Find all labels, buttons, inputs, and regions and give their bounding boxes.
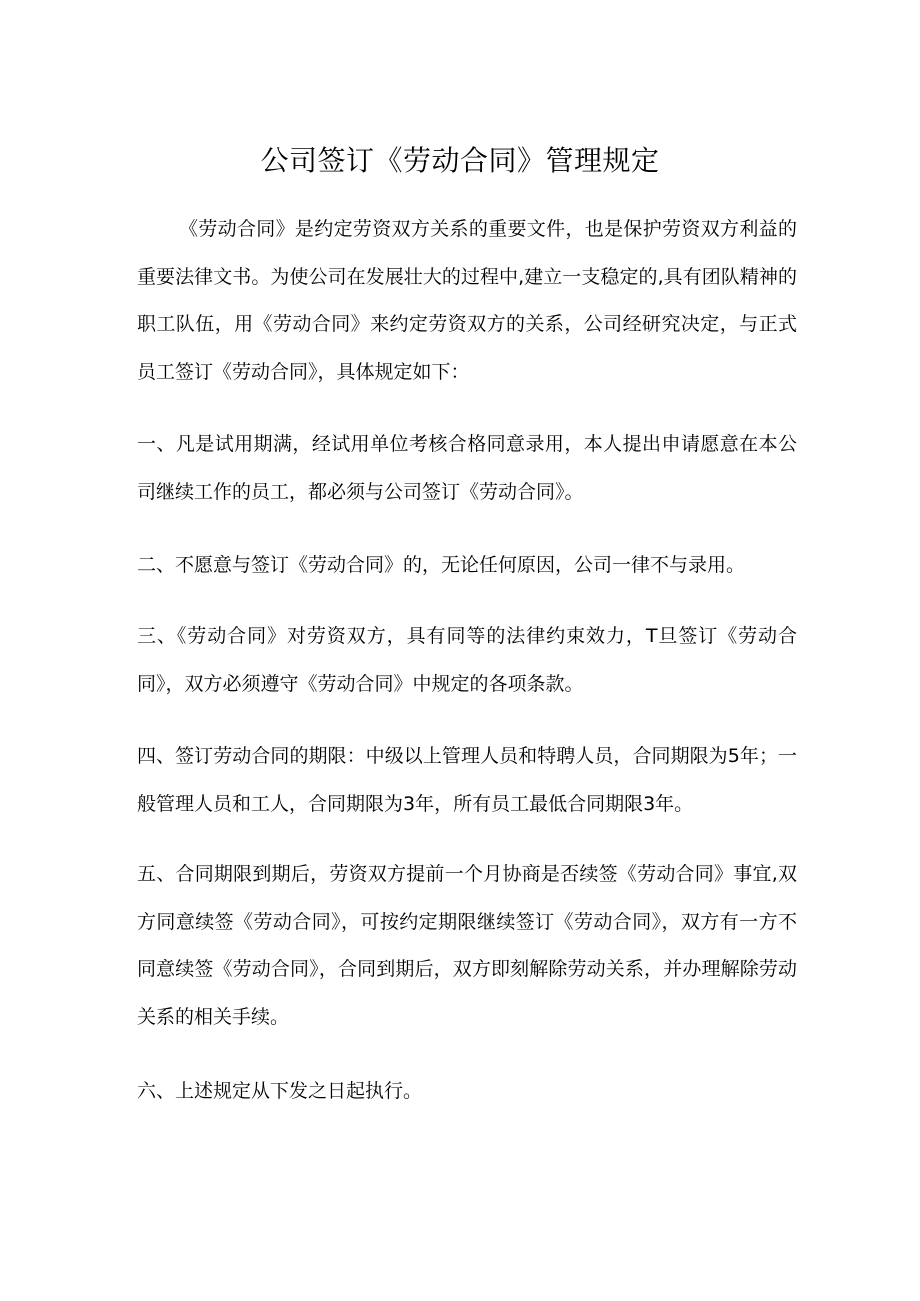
intro-paragraph: 《劳动合同》是约定劳资双方关系的重要文件，也是保护劳资双方利益的重要法律文书。为使公司在发展壮大的过程中,建立一支稳定的,具有团队精神的职工队伍，用《劳动合同》来约定劳资双方的关系，公司经研究决定，与正式员工签订《劳动合同》，具体规定如下： (137, 218, 797, 383)
clause-3: 三、《劳动合同》对劳资双方，具有同等的法律约束效力，T旦签订《劳动合同》，双方必须遵守《劳动合同》中规定的各项条款。 (137, 625, 797, 695)
clause-2: 二、不愿意与签订《劳动合同》的，无论任何原因，公司一律不与录用。 (137, 554, 746, 576)
clause-6: 六、上述规定从下发之日起执行。 (137, 1080, 423, 1102)
clause-5: 五、合同期限到期后，劳资双方提前一个月协商是否续签《劳动合同》事宜,双方同意续签《劳动合同》，可按约定期限继续签订《劳动合同》，双方有一方不同意续签《劳动合同》，合同到期后，双方即刻解除劳动关系，并办理解除劳动关系的相关手续。 (137, 863, 797, 1028)
document-title: 公司签订《劳动合同》管理规定 (260, 144, 660, 177)
clause-1: 一、凡是试用期满，经试用单位考核合格同意录用，本人提出申请愿意在本公司继续工作的员工，都必须与公司签订《劳动合同》。 (137, 433, 797, 503)
clause-4: 四、签订劳动合同的期限：中级以上管理人员和特聘人员，合同期限为5年；一般管理人员和工人，合同期限为3年，所有员工最低合同期限3年。 (137, 745, 797, 815)
